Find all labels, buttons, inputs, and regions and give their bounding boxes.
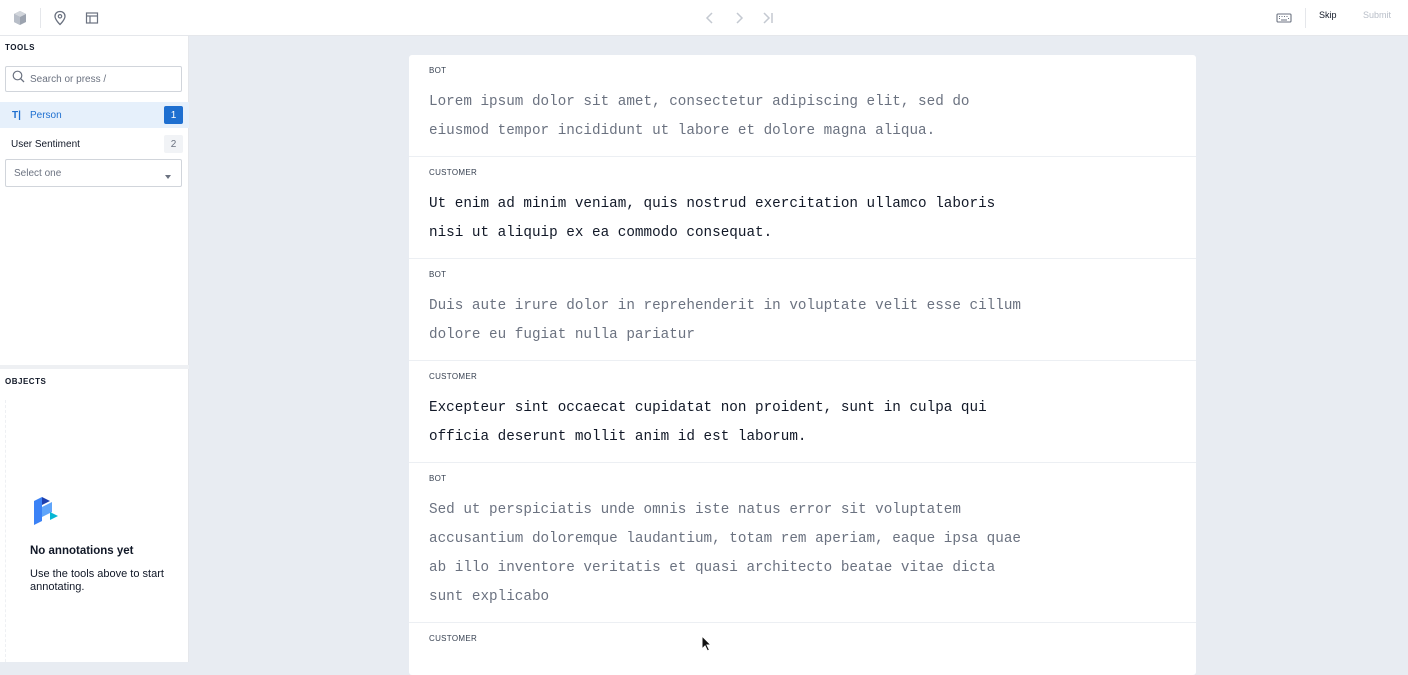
objects-section-label: OBJECTS — [5, 377, 47, 386]
message-bot — [409, 463, 1196, 623]
caret-down-icon — [165, 171, 171, 182]
tool-search[interactable] — [5, 66, 182, 92]
tool-item-person[interactable] — [0, 102, 189, 128]
empty-state-text: Use the tools above to start annotating. — [30, 568, 164, 593]
keyboard-icon[interactable] — [1274, 8, 1294, 28]
hotkey-badge: 1 — [164, 106, 183, 124]
empty-state-title: No annotations yet — [30, 545, 134, 557]
message-role: BOT — [429, 474, 447, 483]
text-tool-icon: T| — [12, 109, 21, 121]
message-role: CUSTOMER — [429, 168, 478, 177]
message-bot — [409, 259, 1196, 361]
message-text[interactable]: Excepteur sint occaecat cupidatat non proident, sunt in culpa qui officia deserunt mollit anim id est laborum. — [429, 400, 987, 445]
top-toolbar — [0, 0, 1408, 36]
message-text[interactable]: Ut enim ad minim veniam, quis nostrud exercitation ullamco laboris nisi ut aliquip ex ea commodo consequat. — [429, 196, 996, 241]
submit-button[interactable]: Submit — [1363, 10, 1392, 20]
chevron-left-icon[interactable] — [700, 8, 720, 28]
search-input[interactable] — [30, 74, 170, 85]
message-customer — [409, 623, 1196, 675]
message-text[interactable]: Lorem ipsum dolor sit amet, consectetur adipiscing elit, sed do eiusmod tempor incididunt ut labore et dolore magna aliqua. — [429, 94, 970, 139]
select-placeholder: Select one — [14, 167, 62, 179]
sentiment-select[interactable] — [5, 159, 182, 187]
tool-item-user-sentiment[interactable] — [0, 131, 189, 157]
skip-to-end-icon[interactable] — [758, 8, 778, 28]
section-divider — [0, 365, 189, 369]
search-icon — [12, 70, 25, 88]
message-text[interactable]: Duis aute irure dolor in reprehenderit in voluptate velit esse cillum dolore eu fugiat nulla pariatur — [429, 298, 1021, 343]
location-pin-icon[interactable] — [50, 8, 70, 28]
mouse-cursor-icon — [701, 635, 712, 657]
message-bot — [409, 55, 1196, 157]
message-role: CUSTOMER — [429, 634, 478, 643]
message-role: BOT — [429, 66, 447, 75]
tool-label: Person — [30, 109, 62, 121]
message-role: CUSTOMER — [429, 372, 478, 381]
panel-icon[interactable] — [82, 8, 102, 28]
tool-label: User Sentiment — [11, 138, 80, 150]
empty-state-logo-icon — [30, 495, 60, 532]
message-customer — [409, 157, 1196, 259]
conversation-panel — [409, 55, 1196, 675]
message-customer — [409, 361, 1196, 463]
skip-button[interactable]: Skip — [1319, 10, 1337, 20]
chevron-right-icon[interactable] — [729, 8, 749, 28]
message-role: BOT — [429, 270, 447, 279]
hotkey-badge: 2 — [164, 135, 183, 153]
message-text[interactable]: Sed ut perspiciatis unde omnis iste natus error sit voluptatem accusantium doloremque laudantium, totam rem aperiam, eaque ipsa quae ab illo inventore veritatis et quasi architecto beatae vitae dicta sunt explicabo — [429, 502, 1021, 605]
tools-section-label: TOOLS — [5, 43, 35, 52]
logo-cube-icon[interactable] — [10, 8, 30, 28]
